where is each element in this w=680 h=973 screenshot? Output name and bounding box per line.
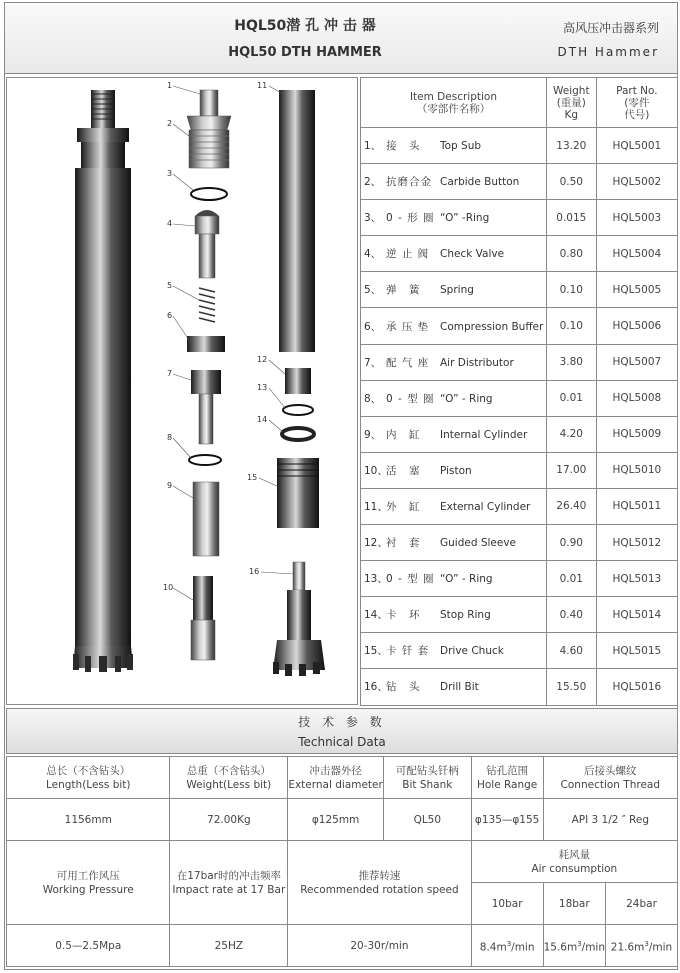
callout-12: 12: [257, 355, 268, 364]
part-name-cn: 抗磨合金: [386, 176, 432, 189]
part-name-en: Carbide Button: [440, 176, 520, 189]
part-weight: 4.20: [546, 416, 596, 452]
callout-4: 4: [167, 219, 173, 228]
tech-header-row-2: [7, 841, 678, 883]
part-name-cn: 卡 钎 套: [386, 645, 430, 658]
part-description: [361, 308, 547, 344]
part-description: [361, 200, 547, 236]
part-code: HQL5006: [596, 308, 677, 344]
tech-air-value-18bar: $15.6m^3/\min$: [543, 925, 605, 967]
table-row: [361, 380, 678, 416]
part-number-index: 1、: [364, 140, 382, 153]
part-name-en: “O” - Ring: [440, 392, 493, 405]
tech-bit-shank-header: 可配钻头钎柄 Bit Shank: [383, 757, 471, 799]
tech-pressure-value: 0.5—2.5Mpa: [7, 925, 170, 967]
technical-data-cn: 技 术 参 数: [298, 715, 386, 729]
part-name-cn: 0 - 型 圈: [386, 573, 435, 586]
tech-impact-header: 在17bar时的冲击频率 Impact rate at 17 Bar: [170, 841, 288, 925]
tech-value-row-2: [7, 925, 678, 967]
table-row: [361, 344, 678, 380]
tech-impact-value: 25HZ: [170, 925, 288, 967]
part-weight: 4.60: [546, 633, 596, 669]
part-name-cn: 承 压 垫: [386, 320, 430, 333]
tech-weight-value: 72.00Kg: [170, 799, 288, 841]
part-code: HQL5011: [596, 488, 677, 524]
part-name-cn: 配 气 座: [386, 356, 430, 369]
callout-8: 8: [167, 433, 173, 442]
part-code: HQL5008: [596, 380, 677, 416]
callout-5: 5: [167, 281, 173, 290]
part-name-en: Spring: [440, 284, 474, 297]
series-en: DTH Hammer: [557, 45, 659, 59]
part-number-index: 9、: [364, 428, 382, 441]
callout-2: 2: [167, 119, 173, 128]
part-description: [361, 380, 547, 416]
tech-thread-header: 后接头螺纹 Connection Thread: [543, 757, 677, 799]
tech-rotation-header: 推荐转速 Recommended rotation speed: [288, 841, 471, 925]
tech-air-header: 耗风量 Air consumption: [471, 841, 677, 883]
table-row: [361, 164, 678, 200]
exploded-column-a: [187, 90, 231, 660]
part-code: HQL5009: [596, 416, 677, 452]
tech-air-col-18bar: 18bar: [543, 883, 605, 925]
exploded-view-illustration: [6, 77, 358, 705]
part-description: [361, 597, 547, 633]
header-weight: Weight (重量) Kg: [546, 78, 596, 128]
part-weight: 13.20: [546, 128, 596, 164]
part-description: [361, 452, 547, 488]
table-row: [361, 200, 678, 236]
part-name-cn: 逆 止 阀: [386, 248, 430, 261]
part-name-cn: 钻 头: [386, 681, 421, 694]
part-description: [361, 344, 547, 380]
part-name-cn: 活 塞: [386, 464, 421, 477]
part-number-index: 10、: [364, 464, 388, 477]
tech-pressure-header: 可用工作风压 Working Pressure: [7, 841, 170, 925]
callout-6: 6: [167, 311, 173, 320]
part-name-cn: 接 头: [386, 140, 421, 153]
part-name-cn: 0 - 形 圈: [386, 212, 435, 225]
assembled-hammer: [73, 90, 133, 672]
part-code: HQL5014: [596, 597, 677, 633]
part-name-en: Guided Sleeve: [440, 537, 517, 550]
part-description: [361, 272, 547, 308]
tech-bit-shank-value: QL50: [383, 799, 471, 841]
part-weight: 0.90: [546, 525, 596, 561]
part-name-cn: 弹 簧: [386, 284, 421, 297]
technical-data-en: Technical Data: [298, 735, 386, 749]
callout-1: 1: [167, 81, 173, 90]
part-name-cn: 内 缸: [386, 428, 421, 441]
table-row: [361, 488, 678, 524]
part-name-en: Stop Ring: [440, 609, 491, 622]
tech-length-value: 1156mm: [7, 799, 170, 841]
part-description: [361, 164, 547, 200]
parts-header-row: [361, 78, 678, 128]
part-code: HQL5005: [596, 272, 677, 308]
callout-11: 11: [257, 81, 268, 90]
table-row: [361, 452, 678, 488]
part-code: HQL5013: [596, 561, 677, 597]
part-description: [361, 236, 547, 272]
part-name-en: Drive Chuck: [440, 645, 504, 658]
tech-thread-value: API 3 1/2 ″ Reg: [543, 799, 677, 841]
part-description: [361, 525, 547, 561]
callout-10: 10: [163, 583, 174, 592]
part-name-en: Top Sub: [440, 140, 482, 153]
part-name-cn: 外 缸: [386, 500, 421, 513]
tech-air-value-10bar: $8.4m^3/\min$: [471, 925, 543, 967]
part-name-en: “O” - Ring: [440, 573, 493, 586]
tech-rotation-value: 20-30r/min: [288, 925, 471, 967]
part-code: HQL5004: [596, 236, 677, 272]
callout-15: 15: [247, 473, 258, 482]
table-row: [361, 669, 678, 705]
tech-header-row-1: [7, 757, 678, 799]
part-number-index: 14、: [364, 609, 388, 622]
part-weight: 0.015: [546, 200, 596, 236]
part-name-en: Internal Cylinder: [440, 428, 528, 441]
exploded-column-b: [273, 90, 325, 676]
part-description: [361, 561, 547, 597]
header-part-no: Part No. (零件 代号): [596, 78, 677, 128]
part-name-cn: 卡 环: [386, 609, 421, 622]
part-name-en: Drill Bit: [440, 681, 479, 694]
header-item-description: Item Description （零部件名称）: [361, 78, 547, 128]
part-name-en: Piston: [440, 464, 472, 477]
callout-3: 3: [167, 169, 173, 178]
tech-hole-range-value: φ135—φ155: [471, 799, 543, 841]
part-number-index: 3、: [364, 212, 382, 225]
part-name-cn: 0 - 型 圈: [386, 392, 435, 405]
part-code: HQL5007: [596, 344, 677, 380]
part-description: [361, 633, 547, 669]
part-weight: 0.01: [546, 561, 596, 597]
part-weight: 3.80: [546, 344, 596, 380]
callout-14: 14: [257, 415, 268, 424]
table-row: [361, 561, 678, 597]
part-number-index: 7、: [364, 356, 382, 369]
tech-diameter-value: φ125mm: [288, 799, 384, 841]
table-row: [361, 416, 678, 452]
tech-weight-header: 总重（不含钻头） Weight(Less bit): [170, 757, 288, 799]
tech-air-col-24bar: 24bar: [606, 883, 678, 925]
part-code: HQL5010: [596, 452, 677, 488]
part-name-cn: 衬 套: [386, 537, 421, 550]
part-number-index: 12、: [364, 537, 388, 550]
part-name-en: Check Valve: [440, 248, 505, 261]
parts-table: [360, 77, 678, 706]
part-number-index: 2、: [364, 176, 382, 189]
table-row: [361, 633, 678, 669]
callout-13: 13: [257, 383, 268, 392]
part-weight: 0.50: [546, 164, 596, 200]
tech-diameter-header: 冲击器外径 External diameter: [288, 757, 384, 799]
callout-7: 7: [167, 369, 173, 378]
parts-body: [361, 128, 678, 706]
technical-data-heading: [6, 708, 678, 754]
title-en: HQL50 DTH HAMMER: [228, 45, 382, 60]
part-number-index: 5、: [364, 284, 382, 297]
title-cn: HQL50潜 孔 冲 击 器: [234, 18, 376, 34]
header: [4, 2, 678, 74]
part-name-en: “O” -Ring: [440, 212, 490, 225]
part-description: [361, 669, 547, 705]
part-number-index: 13、: [364, 573, 388, 586]
part-weight: 0.10: [546, 308, 596, 344]
part-weight: 26.40: [546, 488, 596, 524]
part-weight: 0.80: [546, 236, 596, 272]
part-name-en: External Cylinder: [440, 500, 531, 513]
part-description: [361, 416, 547, 452]
part-number-index: 11、: [364, 500, 388, 513]
part-number-index: 6、: [364, 320, 382, 333]
tech-length-header: 总长（不含钻头） Length(Less bit): [7, 757, 170, 799]
tech-value-row-1: [7, 799, 678, 841]
technical-data-table: [6, 756, 678, 967]
part-name-en: Air Distributor: [440, 356, 514, 369]
part-weight: 0.10: [546, 272, 596, 308]
part-code: HQL5016: [596, 669, 677, 705]
part-code: HQL5012: [596, 525, 677, 561]
tech-air-value-24bar: $21.6m^3/\min$: [606, 925, 678, 967]
part-name-en: Compression Buffer: [440, 320, 544, 333]
part-weight: 0.01: [546, 380, 596, 416]
part-number-index: 4、: [364, 248, 382, 261]
table-row: [361, 128, 678, 164]
part-code: HQL5001: [596, 128, 677, 164]
part-code: HQL5002: [596, 164, 677, 200]
callout-9: 9: [167, 481, 173, 490]
table-row: [361, 597, 678, 633]
callout-16: 16: [249, 567, 260, 576]
part-weight: 0.40: [546, 597, 596, 633]
part-code: HQL5015: [596, 633, 677, 669]
part-code: HQL5003: [596, 200, 677, 236]
tech-hole-range-header: 钻孔范围 Hole Range: [471, 757, 543, 799]
table-row: [361, 272, 678, 308]
part-description: [361, 128, 547, 164]
part-number-index: 15、: [364, 645, 388, 658]
part-weight: 15.50: [546, 669, 596, 705]
table-row: [361, 525, 678, 561]
part-weight: 17.00: [546, 452, 596, 488]
part-number-index: 8、: [364, 392, 382, 405]
part-number-index: 16、: [364, 681, 388, 694]
table-row: [361, 236, 678, 272]
hammer-drawing: [7, 78, 359, 706]
table-row: [361, 308, 678, 344]
series-cn: 高风压冲击器系列: [562, 21, 659, 35]
part-description: [361, 488, 547, 524]
tech-air-col-10bar: 10bar: [471, 883, 543, 925]
